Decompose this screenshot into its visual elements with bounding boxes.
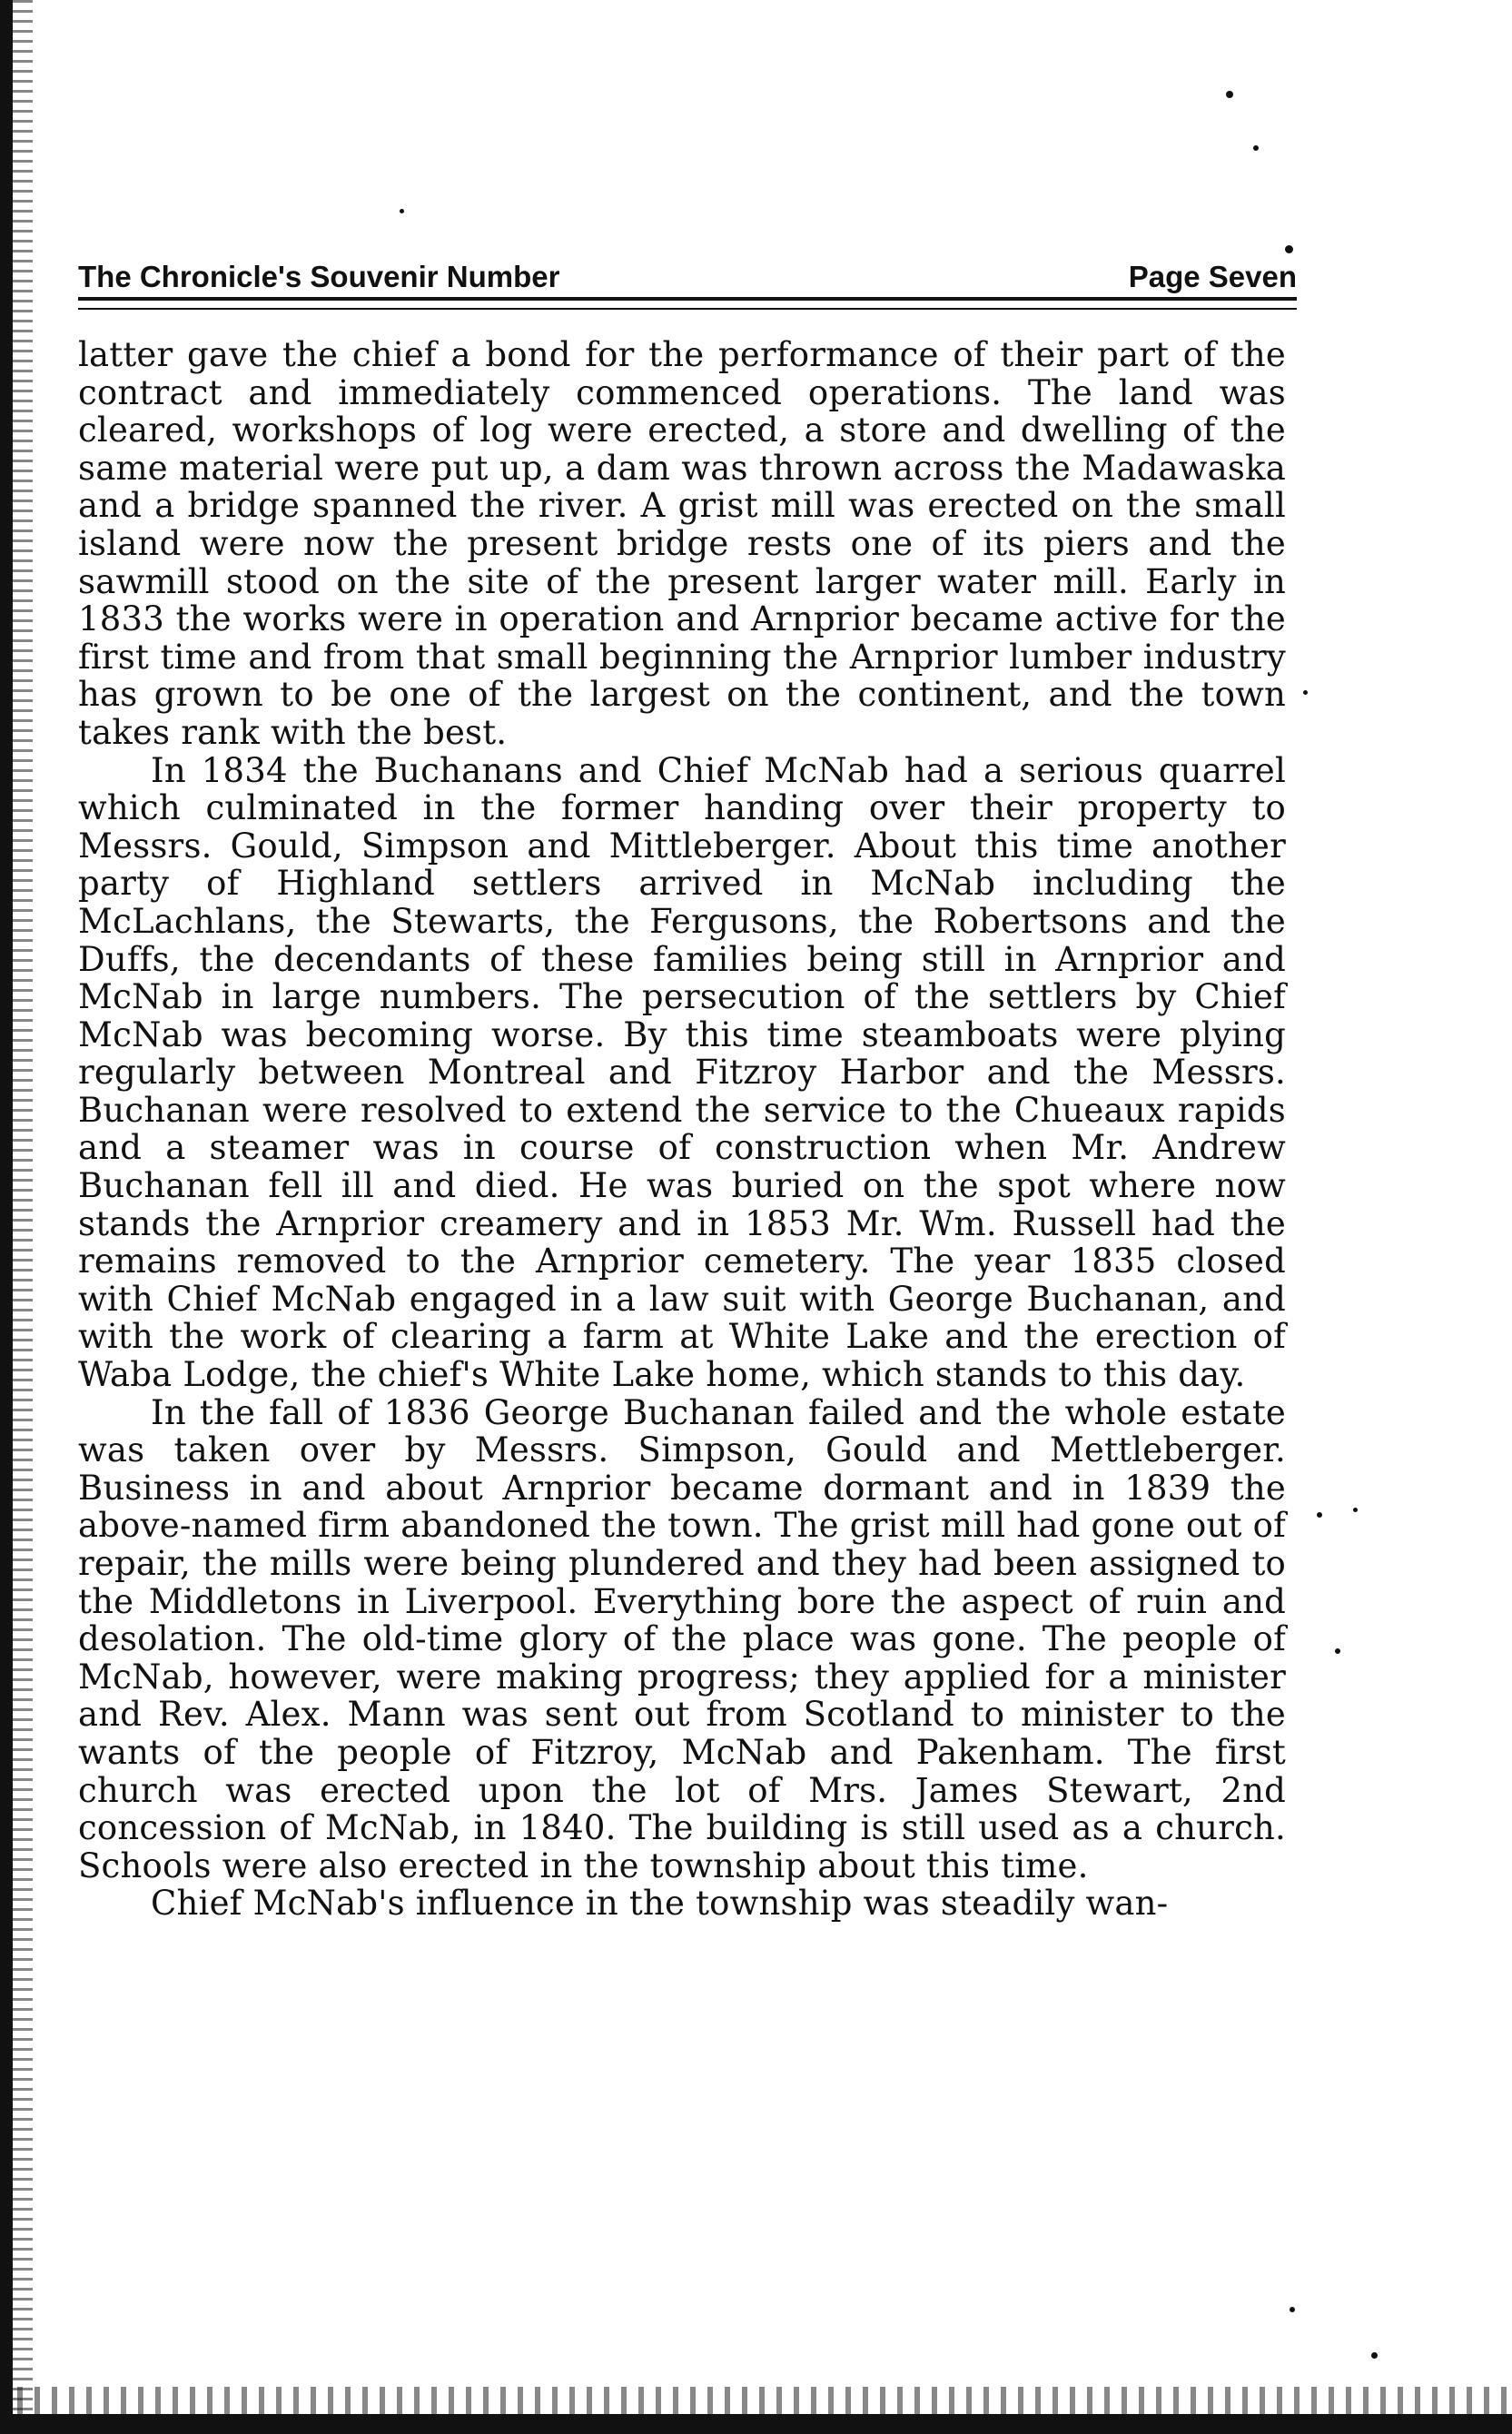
publication-title: The Chronicle's Souvenir Number bbox=[78, 260, 560, 293]
scan-bottom-edge bbox=[0, 2414, 1512, 2434]
scan-speck bbox=[1371, 2352, 1378, 2359]
scan-speck bbox=[1353, 1508, 1358, 1512]
scan-left-edge bbox=[0, 0, 13, 2434]
scan-bottom-edge-noise bbox=[0, 2387, 1512, 2414]
scan-speck bbox=[400, 209, 404, 213]
paragraph-3: In the fall of 1836 George Buchanan failed and the whole estate was taken over by Messrs. Simpson, Gould and Mettleberger. Business in and about Arnprior became dormant and in 1839 the above-named firm abandoned the town. The grist mill had gone out of repair, the mills were being plundered and they had been assigned to the Middletons in Liverpool. Everything bore the aspect of ruin and desolation. The old-time glory of the place was gone. The people of McNab, however, were making progress; they applied for a minister and Rev. Alex. Mann was sent out from Scotland to minister to the wants of the people of Fitzroy, McNab and Pakenham. The first church was erected upon the lot of Mrs. James Stewart, 2nd concession of McNab, in 1840. The building is still used as a church. Schools were also erected in the township about this time. bbox=[78, 1392, 1286, 1885]
paragraph-1: latter gave the chief a bond for the performance of their part of the contract and immediately commenced operations. The land was cleared, workshops of log were erected, a store and dwelling of the same material were put up, a dam was thrown across the Madawaska and a bridge spanned the river. A grist mill was erected on the small island were now the present bridge rests one of its piers and the sawmill stood on the site of the present larger water mill. Early in 1833 the works were in operation and Arnprior became active for the first time and from that small beginning the Arnprior lumber industry has grown to be one of the largest on the continent, and the town takes rank with the best. bbox=[78, 335, 1286, 752]
scan-speck bbox=[1303, 690, 1308, 695]
scan-speck bbox=[1226, 91, 1233, 98]
scan-speck bbox=[1335, 1648, 1340, 1654]
page-number: Page Seven bbox=[1128, 260, 1297, 293]
scan-speck bbox=[1290, 2307, 1295, 2312]
paragraph-2: In 1834 the Buchanans and Chief McNab had a serious quarrel which culminated in the former handing over their property to Messrs. Gould, Simpson and Mittleberger. About this time another party of Highland settlers arrived in McNab including the McLachlans, the Stewarts, the Fergusons, the Robertsons and the Duffs, the decendants of these families being still in Arnprior and McNab in large numbers. The persecution of the settlers by Chief McNab was becoming worse. By this time steamboats were plying regularly between Montreal and Fitzroy Harbor and the Messrs. Buchanan were resolved to extend the service to the Chueaux rapids and a steamer was in course of construction when Mr. Andrew Buchanan fell ill and died. He was buried on the spot where now stands the Arnprior creamery and in 1853 Mr. Wm. Russell had the remains removed to the Arnprior cemetery. The year 1835 closed with Chief McNab engaged in a law suit with George Buchanan, and with the work of clearing a farm at White Lake and the erection of Waba Lodge, the chief's White Lake home, which stands to this day. bbox=[78, 750, 1286, 1395]
paragraph-4: Chief McNab's influence in the township was steadily wan- bbox=[151, 1884, 1169, 1924]
article-body bbox=[78, 336, 1286, 1923]
scan-speck bbox=[1317, 1512, 1322, 1518]
scan-speck bbox=[1285, 245, 1293, 253]
page-header bbox=[78, 257, 1297, 301]
header-rule bbox=[78, 308, 1297, 310]
scan-speck bbox=[1253, 145, 1259, 151]
scan-left-edge-noise bbox=[13, 0, 33, 2434]
